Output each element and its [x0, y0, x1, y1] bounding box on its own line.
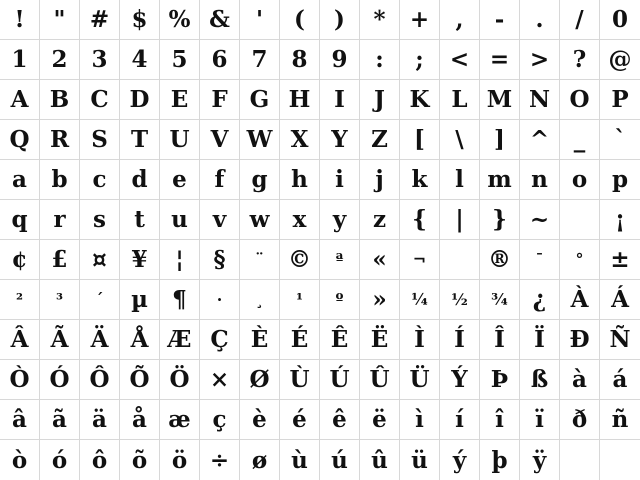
glyph-cell-ordfeminine[interactable]: ª	[320, 240, 360, 280]
glyph-cell-blank2[interactable]	[560, 440, 600, 480]
glyph-cell-yacute[interactable]: ý	[440, 440, 480, 480]
glyph-cell-w[interactable]: w	[240, 200, 280, 240]
glyph-cell-Atilde[interactable]: Ã	[40, 320, 80, 360]
glyph-cell-o[interactable]: o	[560, 160, 600, 200]
glyph-cell-Eacute[interactable]: É	[280, 320, 320, 360]
glyph-cell-Acircumflex[interactable]: Â	[0, 320, 40, 360]
glyph-cell-parenright[interactable]: )	[320, 0, 360, 40]
glyph-cell-egrave[interactable]: è	[240, 400, 280, 440]
glyph-cell-equal[interactable]: =	[480, 40, 520, 80]
glyph-cell-atilde[interactable]: ã	[40, 400, 80, 440]
glyph-cell-zero[interactable]: 0	[600, 0, 640, 40]
glyph-cell-asciicircum[interactable]: ^	[520, 120, 560, 160]
glyph-cell-udieresis[interactable]: ü	[400, 440, 440, 480]
glyph-cell-logicalnot[interactable]: ¬	[400, 240, 440, 280]
glyph-cell-bracketright[interactable]: ]	[480, 120, 520, 160]
glyph-cell-brokenbar[interactable]: ¦	[160, 240, 200, 280]
glyph-cell-at[interactable]: @	[600, 40, 640, 80]
glyph-cell-less[interactable]: <	[440, 40, 480, 80]
glyph-cell-Q[interactable]: Q	[0, 120, 40, 160]
glyph-cell-Yacute[interactable]: Ý	[440, 360, 480, 400]
glyph-cell-onequarter[interactable]: ¼	[400, 280, 440, 320]
glyph-cell-n[interactable]: n	[520, 160, 560, 200]
glyph-cell-hyphen[interactable]: -	[480, 0, 520, 40]
glyph-cell-O[interactable]: O	[560, 80, 600, 120]
glyph-cell-period[interactable]: .	[520, 0, 560, 40]
glyph-cell-Agrave[interactable]: À	[560, 280, 600, 320]
glyph-cell-nine[interactable]: 9	[320, 40, 360, 80]
glyph-cell-e[interactable]: e	[160, 160, 200, 200]
glyph-cell-ecircumflex[interactable]: ê	[320, 400, 360, 440]
glyph-cell-three[interactable]: 3	[80, 40, 120, 80]
glyph-cell-x[interactable]: x	[280, 200, 320, 240]
glyph-cell-Egrave[interactable]: È	[240, 320, 280, 360]
glyph-cell-B[interactable]: B	[40, 80, 80, 120]
glyph-cell-asterisk[interactable]: *	[360, 0, 400, 40]
glyph-cell-Aacute[interactable]: Á	[600, 280, 640, 320]
glyph-cell-F[interactable]: F	[200, 80, 240, 120]
glyph-cell-g[interactable]: g	[240, 160, 280, 200]
glyph-cell-numbersign[interactable]: #	[80, 0, 120, 40]
glyph-cell-macron[interactable]: ¯	[520, 240, 560, 280]
glyph-cell-d[interactable]: d	[120, 160, 160, 200]
glyph-cell-blank3[interactable]	[600, 440, 640, 480]
glyph-cell-colon[interactable]: :	[360, 40, 400, 80]
glyph-cell-greater[interactable]: >	[520, 40, 560, 80]
glyph-cell-k[interactable]: k	[400, 160, 440, 200]
glyph-cell-mu[interactable]: µ	[120, 280, 160, 320]
glyph-cell-quotedbl[interactable]: "	[40, 0, 80, 40]
glyph-cell-G[interactable]: G	[240, 80, 280, 120]
glyph-cell-igrave[interactable]: ì	[400, 400, 440, 440]
glyph-cell-Oslash[interactable]: Ø	[240, 360, 280, 400]
glyph-cell-aring[interactable]: å	[120, 400, 160, 440]
glyph-cell-masculine[interactable]: º	[320, 280, 360, 320]
glyph-cell-copyright[interactable]: ©	[280, 240, 320, 280]
glyph-cell-Ocircumflex[interactable]: Ô	[80, 360, 120, 400]
glyph-cell-v[interactable]: v	[200, 200, 240, 240]
glyph-cell-odieresis[interactable]: ö	[160, 440, 200, 480]
glyph-cell-exclamdown[interactable]: ¡	[600, 200, 640, 240]
glyph-cell-exclam[interactable]: !	[0, 0, 40, 40]
glyph-cell-y[interactable]: y	[320, 200, 360, 240]
glyph-cell-underscore[interactable]: _	[560, 120, 600, 160]
glyph-cell-h[interactable]: h	[280, 160, 320, 200]
glyph-cell-U[interactable]: U	[160, 120, 200, 160]
glyph-cell-ccedilla[interactable]: ç	[200, 400, 240, 440]
glyph-cell-cedilla[interactable]: ¸	[240, 280, 280, 320]
glyph-cell-Uacute[interactable]: Ú	[320, 360, 360, 400]
glyph-cell-A[interactable]: A	[0, 80, 40, 120]
glyph-cell-b[interactable]: b	[40, 160, 80, 200]
glyph-cell-eacute[interactable]: é	[280, 400, 320, 440]
glyph-cell-Thorn[interactable]: Þ	[480, 360, 520, 400]
glyph-cell-dieresis[interactable]: ¨	[240, 240, 280, 280]
glyph-cell-five[interactable]: 5	[160, 40, 200, 80]
glyph-cell-plus[interactable]: +	[400, 0, 440, 40]
glyph-cell-Edieresis[interactable]: Ë	[360, 320, 400, 360]
glyph-cell-ucircumflex[interactable]: û	[360, 440, 400, 480]
glyph-cell-threequarters[interactable]: ¾	[480, 280, 520, 320]
glyph-cell-p[interactable]: p	[600, 160, 640, 200]
glyph-cell-twosuperior[interactable]: ²	[0, 280, 40, 320]
glyph-cell-D[interactable]: D	[120, 80, 160, 120]
glyph-cell-threesuperior[interactable]: ³	[40, 280, 80, 320]
glyph-cell-acute[interactable]: ´	[80, 280, 120, 320]
glyph-cell-ugrave[interactable]: ù	[280, 440, 320, 480]
glyph-cell-onesuperior[interactable]: ¹	[280, 280, 320, 320]
glyph-cell-aacute[interactable]: á	[600, 360, 640, 400]
glyph-cell-ae[interactable]: æ	[160, 400, 200, 440]
glyph-cell-quotesingle[interactable]: '	[240, 0, 280, 40]
glyph-cell-N[interactable]: N	[520, 80, 560, 120]
glyph-cell-L[interactable]: L	[440, 80, 480, 120]
glyph-cell-periodcentered[interactable]: ·	[200, 280, 240, 320]
glyph-cell-braceleft[interactable]: {	[400, 200, 440, 240]
glyph-cell-R[interactable]: R	[40, 120, 80, 160]
glyph-cell-E[interactable]: E	[160, 80, 200, 120]
glyph-cell-Y[interactable]: Y	[320, 120, 360, 160]
glyph-cell-r[interactable]: r	[40, 200, 80, 240]
glyph-cell-semicolon[interactable]: ;	[400, 40, 440, 80]
glyph-cell-Icircumflex[interactable]: Î	[480, 320, 520, 360]
glyph-cell-H[interactable]: H	[280, 80, 320, 120]
glyph-cell-Z[interactable]: Z	[360, 120, 400, 160]
glyph-cell-section[interactable]: §	[200, 240, 240, 280]
glyph-cell-ampersand[interactable]: &	[200, 0, 240, 40]
glyph-cell-Eth[interactable]: Ð	[560, 320, 600, 360]
glyph-cell-Ccedilla[interactable]: Ç	[200, 320, 240, 360]
glyph-cell-questiondown[interactable]: ¿	[520, 280, 560, 320]
glyph-cell-agrave[interactable]: à	[560, 360, 600, 400]
glyph-cell-ograve[interactable]: ò	[0, 440, 40, 480]
glyph-cell-bar[interactable]: |	[440, 200, 480, 240]
glyph-cell-germandbls[interactable]: ß	[520, 360, 560, 400]
glyph-cell-one[interactable]: 1	[0, 40, 40, 80]
glyph-cell-a[interactable]: a	[0, 160, 40, 200]
glyph-cell-i[interactable]: i	[320, 160, 360, 200]
glyph-cell-I[interactable]: I	[320, 80, 360, 120]
glyph-cell-Ograve[interactable]: Ò	[0, 360, 40, 400]
glyph-cell-ocircumflex[interactable]: ô	[80, 440, 120, 480]
glyph-cell-sterling[interactable]: £	[40, 240, 80, 280]
glyph-cell-divide[interactable]: ÷	[200, 440, 240, 480]
glyph-cell-Ugrave[interactable]: Ù	[280, 360, 320, 400]
glyph-cell-z[interactable]: z	[360, 200, 400, 240]
glyph-cell-oslash[interactable]: ø	[240, 440, 280, 480]
glyph-cell-X[interactable]: X	[280, 120, 320, 160]
glyph-cell-four[interactable]: 4	[120, 40, 160, 80]
glyph-cell-degree[interactable]: °	[560, 240, 600, 280]
glyph-cell-S[interactable]: S	[80, 120, 120, 160]
glyph-cell-six[interactable]: 6	[200, 40, 240, 80]
glyph-cell-f[interactable]: f	[200, 160, 240, 200]
glyph-cell-edieresis[interactable]: ë	[360, 400, 400, 440]
glyph-cell-iacute[interactable]: í	[440, 400, 480, 440]
glyph-cell-guillemotright[interactable]: »	[360, 280, 400, 320]
glyph-cell-s[interactable]: s	[80, 200, 120, 240]
glyph-cell-yen[interactable]: ¥	[120, 240, 160, 280]
glyph-cell-two[interactable]: 2	[40, 40, 80, 80]
glyph-cell-K[interactable]: K	[400, 80, 440, 120]
glyph-cell-icircumflex[interactable]: î	[480, 400, 520, 440]
glyph-cell-Udieresis[interactable]: Ü	[400, 360, 440, 400]
glyph-cell-currency[interactable]: ¤	[80, 240, 120, 280]
glyph-cell-eth[interactable]: ð	[560, 400, 600, 440]
glyph-cell-Igrave[interactable]: Ì	[400, 320, 440, 360]
glyph-cell-l[interactable]: l	[440, 160, 480, 200]
glyph-cell-ntilde[interactable]: ñ	[600, 400, 640, 440]
glyph-cell-plusminus[interactable]: ±	[600, 240, 640, 280]
glyph-cell-backslash[interactable]: \	[440, 120, 480, 160]
glyph-cell-adieresis[interactable]: ä	[80, 400, 120, 440]
glyph-cell-dollar[interactable]: $	[120, 0, 160, 40]
glyph-cell-Iacute[interactable]: Í	[440, 320, 480, 360]
glyph-cell-u[interactable]: u	[160, 200, 200, 240]
glyph-cell-Adieresis[interactable]: Ä	[80, 320, 120, 360]
glyph-cell-Ntilde[interactable]: Ñ	[600, 320, 640, 360]
glyph-cell-percent[interactable]: %	[160, 0, 200, 40]
glyph-cell-grave[interactable]: `	[600, 120, 640, 160]
glyph-cell-multiply[interactable]: ×	[200, 360, 240, 400]
glyph-cell-registered[interactable]: ®	[480, 240, 520, 280]
glyph-cell-AE[interactable]: Æ	[160, 320, 200, 360]
glyph-cell-W[interactable]: W	[240, 120, 280, 160]
glyph-cell-blank[interactable]	[560, 200, 600, 240]
glyph-cell-braceright[interactable]: }	[480, 200, 520, 240]
glyph-cell-Idieresis[interactable]: Ï	[520, 320, 560, 360]
glyph-cell-Odieresis[interactable]: Ö	[160, 360, 200, 400]
glyph-cell-otilde[interactable]: õ	[120, 440, 160, 480]
glyph-cell-q[interactable]: q	[0, 200, 40, 240]
glyph-cell-idieresis[interactable]: ï	[520, 400, 560, 440]
glyph-cell-Ucircumflex[interactable]: Û	[360, 360, 400, 400]
glyph-cell-J[interactable]: J	[360, 80, 400, 120]
glyph-cell-Aring[interactable]: Å	[120, 320, 160, 360]
glyph-cell-eight[interactable]: 8	[280, 40, 320, 80]
glyph-cell-j[interactable]: j	[360, 160, 400, 200]
glyph-cell-bracketleft[interactable]: [	[400, 120, 440, 160]
glyph-cell-cent[interactable]: ¢	[0, 240, 40, 280]
glyph-cell-c[interactable]: c	[80, 160, 120, 200]
glyph-cell-Otilde[interactable]: Õ	[120, 360, 160, 400]
glyph-cell-asciitilde[interactable]: ~	[520, 200, 560, 240]
glyph-cell-uacute[interactable]: ú	[320, 440, 360, 480]
glyph-cell-P[interactable]: P	[600, 80, 640, 120]
glyph-cell-guillemotleft[interactable]: «	[360, 240, 400, 280]
glyph-cell-Oacute[interactable]: Ó	[40, 360, 80, 400]
glyph-cell-question[interactable]: ?	[560, 40, 600, 80]
glyph-cell-onehalf[interactable]: ½	[440, 280, 480, 320]
glyph-cell-M[interactable]: M	[480, 80, 520, 120]
glyph-cell-seven[interactable]: 7	[240, 40, 280, 80]
glyph-cell-C[interactable]: C	[80, 80, 120, 120]
glyph-cell-T[interactable]: T	[120, 120, 160, 160]
glyph-cell-t[interactable]: t	[120, 200, 160, 240]
glyph-cell-softhyphen[interactable]	[440, 240, 480, 280]
glyph-cell-parenleft[interactable]: (	[280, 0, 320, 40]
glyph-cell-oacute[interactable]: ó	[40, 440, 80, 480]
glyph-cell-m[interactable]: m	[480, 160, 520, 200]
glyph-cell-acircumflex[interactable]: â	[0, 400, 40, 440]
glyph-cell-thorn[interactable]: þ	[480, 440, 520, 480]
glyph-cell-V[interactable]: V	[200, 120, 240, 160]
glyph-cell-slash[interactable]: /	[560, 0, 600, 40]
glyph-cell-ydieresis[interactable]: ÿ	[520, 440, 560, 480]
glyph-cell-comma[interactable]: ,	[440, 0, 480, 40]
glyph-cell-paragraph[interactable]: ¶	[160, 280, 200, 320]
glyph-cell-Ecircumflex[interactable]: Ê	[320, 320, 360, 360]
